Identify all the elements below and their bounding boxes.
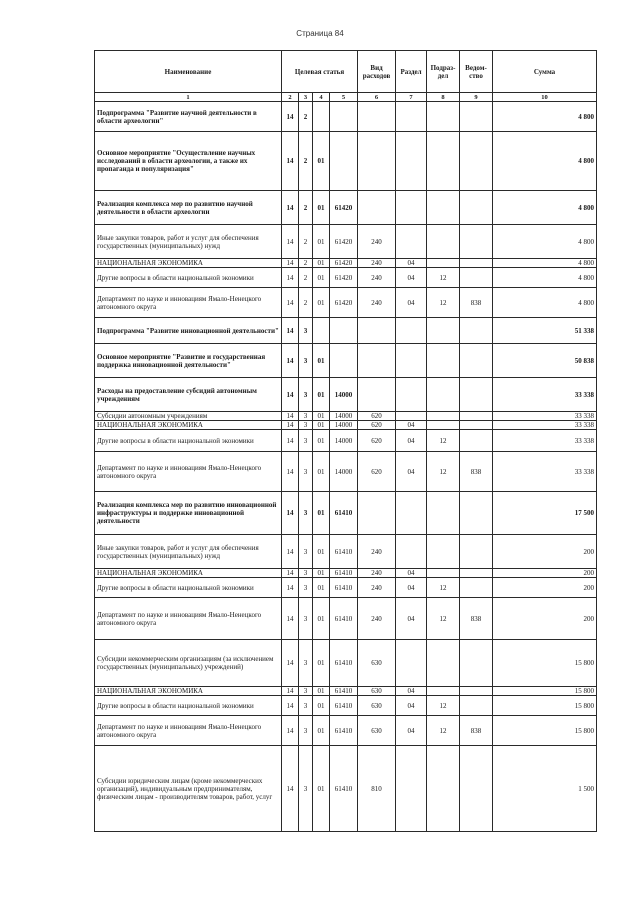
target-program: 14 [282, 452, 299, 492]
amount: 33 338 [493, 421, 597, 430]
expense-kind [358, 132, 396, 191]
amount: 1 500 [493, 746, 597, 832]
amount: 15 800 [493, 640, 597, 687]
subsection [427, 225, 460, 259]
target-program: 14 [282, 421, 299, 430]
header-sum: Сумма [493, 51, 597, 93]
target-subprogram: 3 [299, 578, 313, 598]
department [460, 259, 493, 268]
target-program: 14 [282, 598, 299, 640]
target-event: 01 [313, 452, 330, 492]
expense-kind [358, 344, 396, 378]
amount: 15 800 [493, 687, 597, 696]
section: 04 [396, 452, 427, 492]
amount: 4 800 [493, 132, 597, 191]
department [460, 569, 493, 578]
section [396, 412, 427, 421]
section [396, 102, 427, 132]
header-dept: Ведом-ство [460, 51, 493, 93]
expense-kind: 630 [358, 640, 396, 687]
table-row [95, 430, 597, 452]
section: 04 [396, 716, 427, 746]
target-event: 01 [313, 569, 330, 578]
department [460, 344, 493, 378]
subsection [427, 640, 460, 687]
department [460, 696, 493, 716]
target-program: 14 [282, 535, 299, 569]
subsection [427, 378, 460, 412]
table-row [95, 452, 597, 492]
subsection [427, 191, 460, 225]
row-name: Подпрограмма "Развитие инновационной деятельности" [95, 318, 282, 344]
subsection: 12 [427, 288, 460, 318]
expense-kind: 620 [358, 421, 396, 430]
target-subprogram: 2 [299, 102, 313, 132]
target-program: 14 [282, 696, 299, 716]
row-name: Другие вопросы в области национальной экономики [95, 268, 282, 288]
target-subprogram: 3 [299, 569, 313, 578]
target-program: 14 [282, 492, 299, 535]
subsection [427, 132, 460, 191]
table-row [95, 268, 597, 288]
subsection [427, 421, 460, 430]
target-direction: 61410 [330, 598, 358, 640]
target-direction: 61410 [330, 640, 358, 687]
department [460, 687, 493, 696]
department [460, 102, 493, 132]
row-name: НАЦИОНАЛЬНАЯ ЭКОНОМИКА [95, 569, 282, 578]
target-event: 01 [313, 268, 330, 288]
row-name: Основное мероприятие "Развитие и государственная поддержка инновационной деятельности" [95, 344, 282, 378]
amount: 15 800 [493, 696, 597, 716]
column-number: 6 [358, 93, 396, 102]
department [460, 268, 493, 288]
row-name: Другие вопросы в области национальной экономики [95, 430, 282, 452]
department [460, 412, 493, 421]
row-name: Реализация комплекса мер по развитию инновационной инфраструктуры и поддержке инновационной деятельности [95, 492, 282, 535]
expense-kind: 620 [358, 452, 396, 492]
table-row [95, 569, 597, 578]
section: 04 [396, 578, 427, 598]
section [396, 318, 427, 344]
target-event: 01 [313, 259, 330, 268]
expense-kind [358, 102, 396, 132]
target-direction: 14000 [330, 421, 358, 430]
expense-kind: 240 [358, 598, 396, 640]
department [460, 318, 493, 344]
amount: 200 [493, 598, 597, 640]
target-event: 01 [313, 378, 330, 412]
subsection: 12 [427, 452, 460, 492]
expense-kind [358, 492, 396, 535]
expense-kind: 630 [358, 716, 396, 746]
target-program: 14 [282, 412, 299, 421]
expense-kind: 810 [358, 746, 396, 832]
row-name: Расходы на предоставление субсидий автономным учреждениям [95, 378, 282, 412]
expense-kind: 240 [358, 268, 396, 288]
table-row [95, 696, 597, 716]
target-program: 14 [282, 716, 299, 746]
department: 838 [460, 716, 493, 746]
section [396, 746, 427, 832]
table-row [95, 288, 597, 318]
expense-kind [358, 191, 396, 225]
target-direction: 14000 [330, 430, 358, 452]
subsection [427, 344, 460, 378]
target-direction: 61410 [330, 492, 358, 535]
department [460, 492, 493, 535]
amount: 200 [493, 535, 597, 569]
target-program: 14 [282, 578, 299, 598]
department [460, 430, 493, 452]
department [460, 225, 493, 259]
department [460, 578, 493, 598]
header-row [95, 51, 597, 93]
row-name: Другие вопросы в области национальной экономики [95, 696, 282, 716]
table-row [95, 687, 597, 696]
subsection [427, 687, 460, 696]
target-program: 14 [282, 268, 299, 288]
target-subprogram: 3 [299, 598, 313, 640]
target-program: 14 [282, 746, 299, 832]
target-program: 14 [282, 640, 299, 687]
amount: 4 800 [493, 191, 597, 225]
row-name: НАЦИОНАЛЬНАЯ ЭКОНОМИКА [95, 687, 282, 696]
target-direction: 61410 [330, 696, 358, 716]
amount: 17 500 [493, 492, 597, 535]
section [396, 344, 427, 378]
column-number: 7 [396, 93, 427, 102]
target-event: 01 [313, 696, 330, 716]
target-subprogram: 2 [299, 225, 313, 259]
target-direction [330, 132, 358, 191]
target-direction: 61420 [330, 288, 358, 318]
target-direction: 14000 [330, 412, 358, 421]
target-direction: 61410 [330, 746, 358, 832]
target-event: 01 [313, 421, 330, 430]
table-row [95, 598, 597, 640]
target-event: 01 [313, 535, 330, 569]
target-direction: 61410 [330, 716, 358, 746]
target-event: 01 [313, 598, 330, 640]
target-event: 01 [313, 288, 330, 318]
target-direction: 61410 [330, 578, 358, 598]
target-event [313, 102, 330, 132]
subsection [427, 535, 460, 569]
target-program: 14 [282, 318, 299, 344]
target-subprogram: 3 [299, 535, 313, 569]
target-event: 01 [313, 344, 330, 378]
row-name: Другие вопросы в области национальной экономики [95, 578, 282, 598]
amount: 51 338 [493, 318, 597, 344]
table-row [95, 225, 597, 259]
subsection [427, 492, 460, 535]
column-number: 4 [313, 93, 330, 102]
amount: 200 [493, 569, 597, 578]
expense-kind: 620 [358, 412, 396, 421]
section [396, 191, 427, 225]
target-direction: 61420 [330, 268, 358, 288]
department [460, 378, 493, 412]
target-subprogram: 3 [299, 378, 313, 412]
section: 04 [396, 259, 427, 268]
target-subprogram: 3 [299, 640, 313, 687]
target-direction: 14000 [330, 378, 358, 412]
target-direction: 61420 [330, 259, 358, 268]
subsection [427, 259, 460, 268]
amount: 4 800 [493, 225, 597, 259]
header-subsection: Подраз-дел [427, 51, 460, 93]
target-direction [330, 102, 358, 132]
row-name: Департамент по науке и инновациям Ямало-Ненецкого автономного округа [95, 598, 282, 640]
column-number: 2 [282, 93, 299, 102]
expense-kind [358, 378, 396, 412]
row-name: Субсидии некоммерческим организациям (за исключением государственных (муниципальных) учреждений) [95, 640, 282, 687]
section: 04 [396, 598, 427, 640]
target-subprogram: 2 [299, 288, 313, 318]
expense-kind: 240 [358, 288, 396, 318]
header-kind: Вид расходов [358, 51, 396, 93]
section [396, 640, 427, 687]
section [396, 535, 427, 569]
header-name: Наименование [95, 51, 282, 93]
subsection [427, 746, 460, 832]
row-name: Иные закупки товаров, работ и услуг для обеспечения государственных (муниципальных) нужд [95, 535, 282, 569]
section [396, 378, 427, 412]
amount: 4 800 [493, 268, 597, 288]
target-event: 01 [313, 640, 330, 687]
column-number: 1 [95, 93, 282, 102]
department [460, 191, 493, 225]
section: 04 [396, 421, 427, 430]
section [396, 132, 427, 191]
section [396, 492, 427, 535]
target-program: 14 [282, 259, 299, 268]
table-row [95, 640, 597, 687]
target-subprogram: 2 [299, 268, 313, 288]
row-name: Реализация комплекса мер по развитию научной деятельности в области археологии [95, 191, 282, 225]
column-number: 3 [299, 93, 313, 102]
department: 838 [460, 288, 493, 318]
table-row [95, 492, 597, 535]
column-number-row [95, 93, 597, 102]
target-subprogram: 3 [299, 421, 313, 430]
target-subprogram: 3 [299, 687, 313, 696]
table-row [95, 191, 597, 225]
amount: 15 800 [493, 716, 597, 746]
expense-kind: 240 [358, 569, 396, 578]
target-subprogram: 3 [299, 430, 313, 452]
expense-kind: 240 [358, 259, 396, 268]
amount: 33 338 [493, 430, 597, 452]
target-direction [330, 318, 358, 344]
table-row [95, 259, 597, 268]
target-event: 01 [313, 492, 330, 535]
target-event: 01 [313, 578, 330, 598]
expense-kind: 630 [358, 696, 396, 716]
page-number: Страница 84 [296, 29, 344, 38]
section: 04 [396, 687, 427, 696]
row-name: Субсидии автономным учреждениям [95, 412, 282, 421]
target-subprogram: 3 [299, 492, 313, 535]
budget-table [94, 50, 597, 832]
department [460, 640, 493, 687]
section: 04 [396, 696, 427, 716]
header-section: Раздел [396, 51, 427, 93]
target-event [313, 318, 330, 344]
department [460, 746, 493, 832]
department [460, 132, 493, 191]
target-program: 14 [282, 569, 299, 578]
section: 04 [396, 430, 427, 452]
table-row [95, 421, 597, 430]
expense-kind: 620 [358, 430, 396, 452]
table-body [95, 102, 597, 832]
target-program: 14 [282, 687, 299, 696]
table-row [95, 716, 597, 746]
target-program: 14 [282, 225, 299, 259]
target-direction [330, 344, 358, 378]
amount: 33 338 [493, 452, 597, 492]
amount: 4 800 [493, 288, 597, 318]
row-name: Департамент по науке и инновациям Ямало-Ненецкого автономного округа [95, 452, 282, 492]
row-name: НАЦИОНАЛЬНАЯ ЭКОНОМИКА [95, 259, 282, 268]
row-name: Департамент по науке и инновациям Ямало-Ненецкого автономного округа [95, 716, 282, 746]
target-event: 01 [313, 412, 330, 421]
section [396, 225, 427, 259]
expense-kind [358, 318, 396, 344]
department: 838 [460, 598, 493, 640]
row-name: Департамент по науке и инновациям Ямало-Ненецкого автономного округа [95, 288, 282, 318]
expense-kind: 240 [358, 535, 396, 569]
target-program: 14 [282, 430, 299, 452]
row-name: НАЦИОНАЛЬНАЯ ЭКОНОМИКА [95, 421, 282, 430]
department: 838 [460, 452, 493, 492]
row-name: Иные закупки товаров, работ и услуг для обеспечения государственных (муниципальных) нужд [95, 225, 282, 259]
subsection [427, 569, 460, 578]
target-program: 14 [282, 102, 299, 132]
table-row [95, 344, 597, 378]
amount: 200 [493, 578, 597, 598]
amount: 4 800 [493, 102, 597, 132]
subsection: 12 [427, 696, 460, 716]
subsection: 12 [427, 716, 460, 746]
department [460, 421, 493, 430]
table-row [95, 102, 597, 132]
row-name: Основное мероприятие "Осуществление научных исследований в области археологии, а также их пропаганда и популяризация" [95, 132, 282, 191]
target-event: 01 [313, 225, 330, 259]
section: 04 [396, 268, 427, 288]
column-number: 8 [427, 93, 460, 102]
subsection [427, 412, 460, 421]
target-event: 01 [313, 746, 330, 832]
expense-kind: 240 [358, 225, 396, 259]
target-program: 14 [282, 191, 299, 225]
table-row [95, 318, 597, 344]
column-number: 5 [330, 93, 358, 102]
target-program: 14 [282, 378, 299, 412]
subsection: 12 [427, 578, 460, 598]
table-row [95, 378, 597, 412]
target-event: 01 [313, 191, 330, 225]
target-direction: 61420 [330, 225, 358, 259]
target-program: 14 [282, 288, 299, 318]
target-program: 14 [282, 344, 299, 378]
subsection: 12 [427, 598, 460, 640]
target-program: 14 [282, 132, 299, 191]
table-row [95, 132, 597, 191]
table-row [95, 578, 597, 598]
section: 04 [396, 288, 427, 318]
subsection: 12 [427, 430, 460, 452]
target-subprogram: 2 [299, 132, 313, 191]
section: 04 [396, 569, 427, 578]
target-subprogram: 2 [299, 259, 313, 268]
department [460, 535, 493, 569]
target-event: 01 [313, 132, 330, 191]
subsection [427, 318, 460, 344]
row-name: Подпрограмма "Развитие научной деятельности в области археологии" [95, 102, 282, 132]
target-direction: 61410 [330, 535, 358, 569]
table-row [95, 412, 597, 421]
target-direction: 14000 [330, 452, 358, 492]
expense-kind: 240 [358, 578, 396, 598]
target-event: 01 [313, 716, 330, 746]
table-row [95, 535, 597, 569]
row-name: Субсидии юридическим лицам (кроме некоммерческих организаций), индивидуальным предпринимателям, физическим лицам - производителям товаров, работ, услуг [95, 746, 282, 832]
amount: 33 338 [493, 412, 597, 421]
amount: 33 338 [493, 378, 597, 412]
target-subprogram: 3 [299, 746, 313, 832]
target-subprogram: 2 [299, 191, 313, 225]
target-event: 01 [313, 430, 330, 452]
target-subprogram: 3 [299, 716, 313, 746]
header-target: Целевая статья [282, 51, 358, 93]
target-subprogram: 3 [299, 318, 313, 344]
target-direction: 61420 [330, 191, 358, 225]
target-event: 01 [313, 687, 330, 696]
column-number: 10 [493, 93, 597, 102]
expense-kind: 630 [358, 687, 396, 696]
target-subprogram: 3 [299, 452, 313, 492]
amount: 50 838 [493, 344, 597, 378]
target-subprogram: 3 [299, 344, 313, 378]
target-subprogram: 3 [299, 412, 313, 421]
column-number: 9 [460, 93, 493, 102]
target-direction: 61410 [330, 687, 358, 696]
table-row [95, 746, 597, 832]
subsection [427, 102, 460, 132]
target-direction: 61410 [330, 569, 358, 578]
subsection: 12 [427, 268, 460, 288]
target-subprogram: 3 [299, 696, 313, 716]
amount: 4 800 [493, 259, 597, 268]
